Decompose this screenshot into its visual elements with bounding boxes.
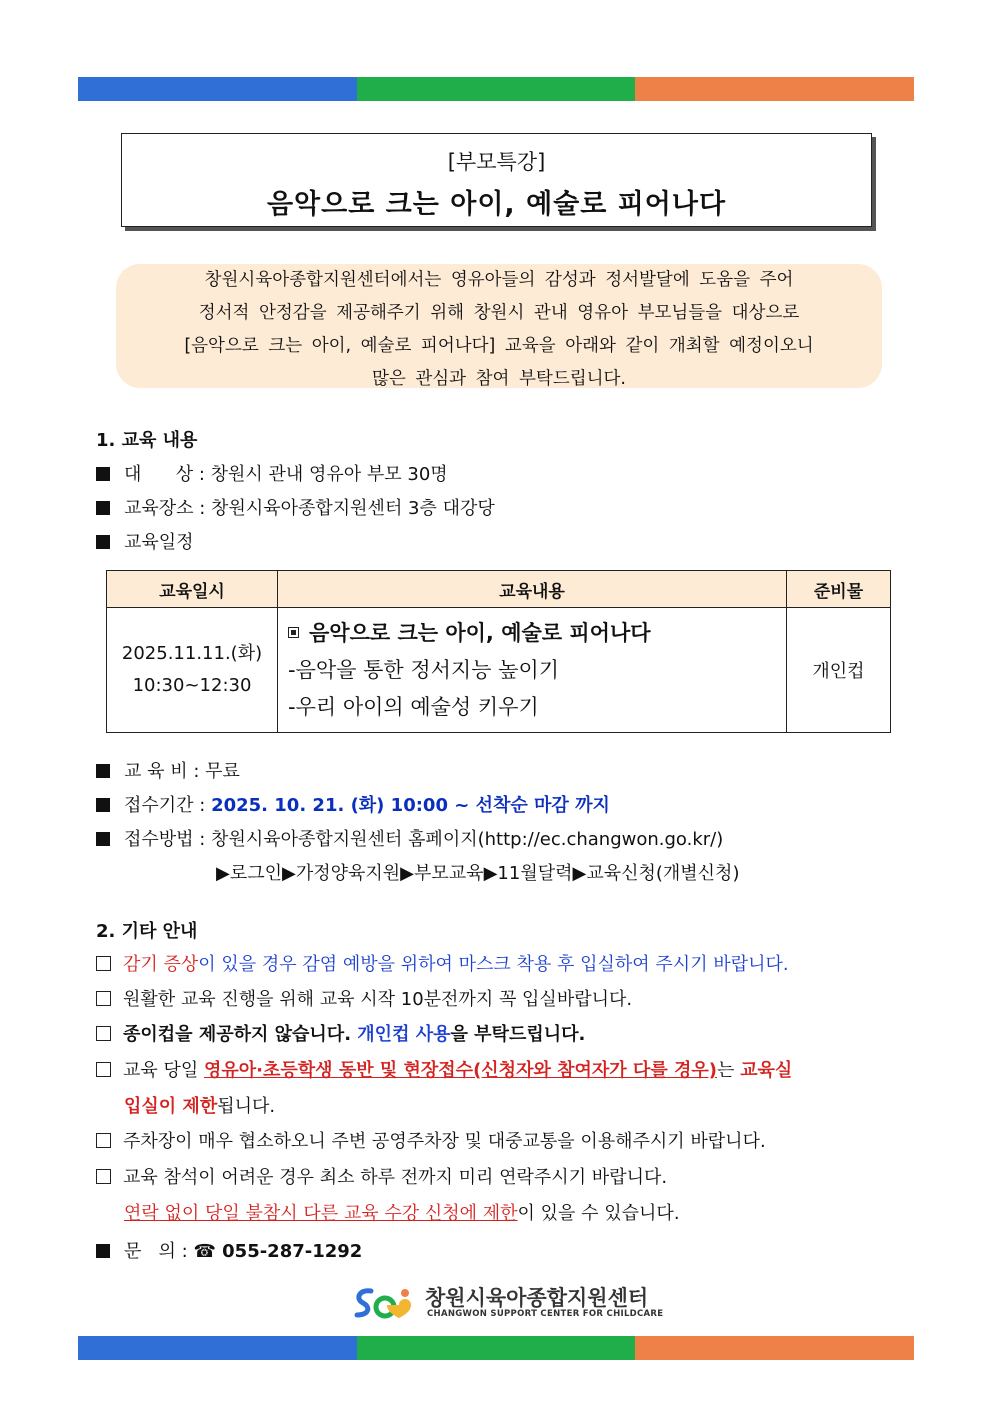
notice-item: 원활한 교육 진행을 위해 교육 시작 10분전까지 꼭 입실바랍니다. xyxy=(96,985,632,1011)
logo-name-ko: 창원시육아종합지원센터 xyxy=(425,1286,649,1310)
contact-line: 문 의 : ☎ 055-287-1292 xyxy=(96,1237,362,1263)
notice-item: 교육 당일 영유아·초등학생 동반 및 현장접수(신청자와 참여자가 다를 경우)는 교육실 xyxy=(96,1056,792,1082)
square-bullet-icon xyxy=(96,1244,110,1258)
notice-item: 주차장이 매우 협소하오니 주변 공영주차장 및 대중교통을 이용해주시기 바랍니다. xyxy=(96,1127,766,1153)
table-header: 교육내용 xyxy=(278,571,787,608)
square-bullet-icon xyxy=(96,832,110,846)
square-bullet-icon xyxy=(96,764,110,778)
section1-heading: 1. 교육 내용 xyxy=(96,430,198,451)
date-cell: 2025.11.11.(화) 10:30~12:30 xyxy=(107,608,278,733)
checkbox-icon xyxy=(96,1133,111,1148)
intro-line: 정서적 안정감을 제공해주기 위해 창원시 관내 영유아 부모님들을 대상으로 xyxy=(198,303,800,323)
table-header: 교육일시 xyxy=(107,571,278,608)
apply-path: ▶로그인▶가정양육지원▶부모교육▶11월달력▶교육신청(개별신청) xyxy=(216,863,740,884)
checkbox-icon xyxy=(96,1026,111,1041)
period-line: 접수기간 : 2025. 10. 21. (화) 10:00 ~ 선착순 마감 까지 xyxy=(96,791,610,817)
target-line: 대 상 : 창원시 관내 영유아 부모 30명 xyxy=(96,460,448,486)
checkbox-icon xyxy=(96,1062,111,1077)
notice-item: 교육 참석이 어려운 경우 최소 하루 전까지 미리 연락주시기 바랍니다. xyxy=(96,1163,667,1189)
checkbox-filled-icon xyxy=(288,627,299,638)
notice-item-cont: 입실이 제한됩니다. xyxy=(124,1096,276,1117)
place-line: 교육장소 : 창원시육아종합지원센터 3층 대강당 xyxy=(96,494,495,520)
page-title: 음악으로 크는 아이, 예술로 피어나다 xyxy=(266,189,727,220)
square-bullet-icon xyxy=(96,798,110,812)
logo-name-en: CHANGWON SUPPORT CENTER FOR CHILDCARE xyxy=(427,1309,664,1319)
checkbox-icon xyxy=(96,956,111,971)
method-line: 접수방법 : 창원시육아종합지원센터 홈페이지(http://ec.changwon.go.kr/) xyxy=(96,825,723,851)
checkbox-icon xyxy=(96,1169,111,1184)
checkbox-icon xyxy=(96,991,111,1006)
fee-line: 교 육 비 : 무료 xyxy=(96,757,240,783)
intro-line: 창원시육아종합지원센터에서는 영유아들의 감성과 정서발달에 도움을 주어 xyxy=(204,270,794,290)
bottom-color-bar xyxy=(78,1336,914,1360)
section2-heading: 2. 기타 안내 xyxy=(96,921,198,942)
intro-line: [음악으로 크는 아이, 예술로 피어나다] 교육을 아래와 같이 개최할 예정이오니 xyxy=(184,336,814,356)
top-color-bar xyxy=(78,77,914,101)
content-cell: 음악으로 크는 아이, 예술로 피어나다 -음악을 통한 정서지능 높이기 -우리 아이의 예술성 키우기 xyxy=(278,608,787,733)
schedule-label-line: 교육일정 xyxy=(96,528,194,554)
notice-item-cont: 연락 없이 당일 불참시 다른 교육 수강 신청에 제한이 있을 수 있습니다. xyxy=(124,1203,680,1224)
table-row xyxy=(107,608,891,733)
center-logo xyxy=(351,1282,664,1322)
notice-item: 감기 증상이 있을 경우 감염 예방을 위하여 마스크 착용 후 입실하여 주시기 바랍니다. xyxy=(96,950,789,976)
logo-mark-icon xyxy=(351,1285,417,1321)
phone-number: ☎ 055-287-1292 xyxy=(193,1241,363,1262)
square-bullet-icon xyxy=(96,535,110,549)
intro-line: 많은 관심과 참여 부탁드립니다. xyxy=(371,369,626,389)
square-bullet-icon xyxy=(96,501,110,515)
notice-item: 종이컵을 제공하지 않습니다. 개인컵 사용을 부탁드립니다. xyxy=(96,1020,585,1046)
square-bullet-icon xyxy=(96,467,110,481)
table-header: 준비물 xyxy=(787,571,891,608)
title-small: [부모특강] xyxy=(447,150,546,174)
supplies-cell: 개인컵 xyxy=(787,608,891,733)
intro-box xyxy=(116,264,882,388)
title-box xyxy=(121,133,872,227)
schedule-table xyxy=(106,570,891,733)
